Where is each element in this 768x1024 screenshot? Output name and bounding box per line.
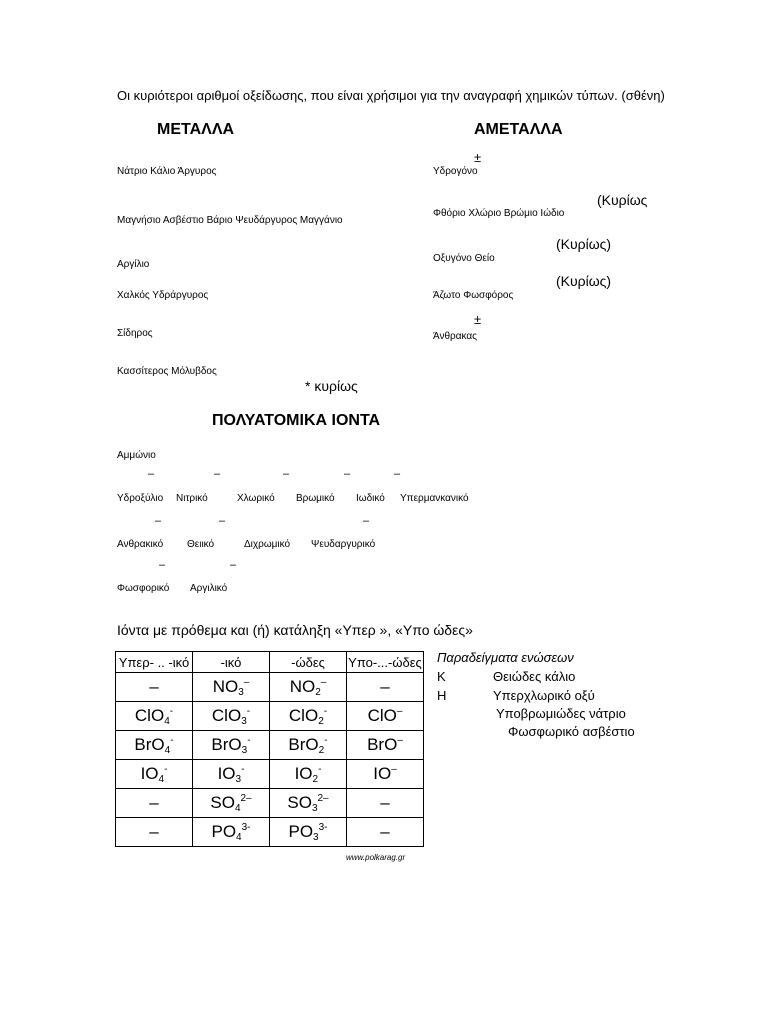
table-header-row [116,652,424,673]
example-item: Φωσφωρικό ασβέστιο [508,724,635,739]
formula-cell: $SO_4^{2-}$ [193,789,270,818]
nonmetal-row-1: Υδρογόνο [433,166,478,177]
empty-cell: – [116,818,193,847]
formula-cell: $PO_3^{3-}$ [270,818,347,847]
formula-cell: $PO_4^{3-}$ [193,818,270,847]
example-item: Θειώδες κάλιο [493,669,576,684]
column-header: Υπο-...-ώδες [347,652,424,673]
plus-minus-sign: ± [474,312,482,327]
source-credit: www.polkarag.gr [346,853,406,862]
mainly-note: * κυρίως [305,378,358,394]
ion-name: Βρωμικό [296,493,335,504]
formula-cell: $NO_3^-$ [193,673,270,702]
dash-mark: – [363,515,370,527]
dash-mark: – [219,515,226,527]
example-item: Υποβρωμιώδες νάτριο [496,706,626,721]
example-prefix: H [437,688,447,703]
metal-row-5: Σίδηρος [117,328,153,339]
formula-cell: BrO– [347,731,424,760]
nonmetal-row-5: Άνθρακας [433,331,478,342]
formula-cell: BrO$_4$- [116,731,193,760]
dash-mark: – [230,559,237,571]
dash-mark: – [155,515,162,527]
formula-cell: $NO_2^-$ [270,673,347,702]
dash-mark: – [148,468,155,480]
dash-mark: – [214,468,221,480]
empty-cell: – [347,818,424,847]
intro-text: Οι κυριότεροι αριθμοί οξείδωσης, που είναι χρήσιμοι για την αναγραφή χημικών τύπων. (σθένη) [117,88,665,103]
nonmetal-row-3: Οξυγόνο Θείο [433,253,495,264]
table-row [116,818,424,847]
table-row [116,673,424,702]
formula-cell: $SO_3^{2-}$ [270,789,347,818]
empty-cell: – [347,673,424,702]
table-row [116,702,424,731]
ion-name: Ιωδικό [356,493,385,504]
formula-cell: ClO$_4$- [116,702,193,731]
formula-cell: ClO$_2$- [270,702,347,731]
examples-title: Παραδείγματα ενώσεων [437,650,574,665]
metals-title: ΜΕΤΑΛΛΑ [157,121,235,138]
formula-cell: ClO– [347,702,424,731]
plus-minus-sign: ± [474,150,482,165]
formula-cell: $IO_3^-$ [193,760,270,789]
formula-cell: ClO$_3$- [193,702,270,731]
empty-cell: – [347,789,424,818]
ion-name: Θειικό [187,539,215,550]
metal-row-1: Νάτριο Κάλιο Άργυρος [117,166,217,177]
prefix-suffix-heading: Ιόντα με πρόθεμα και (ή) κατάληξη «Υπερ », «Υπο ώδες» [117,622,473,638]
nonmetal-row-4: Άζωτο Φωσφόρος [433,290,514,301]
table-row [116,760,424,789]
metal-row-6: Κασσίτερος Μόλυβδος [117,366,217,377]
metal-row-3: Αργίλιο [117,259,150,270]
formula-cell: BrO$_2$- [270,731,347,760]
table-row [116,789,424,818]
metal-row-4: Χαλκός Υδράργυρος [117,290,209,301]
dash-mark: – [344,468,351,480]
polyatomic-title: ΠΟΛΥΑΤΟΜΙΚΑ ΙΟΝΤΑ [212,412,381,429]
example-prefix: K [437,669,446,684]
ion-table [115,651,424,847]
table-row [116,731,424,760]
ion-name: Ανθρακικό [117,539,164,550]
formula-cell: IO– [347,760,424,789]
ion-name: Χλωρικό [237,493,275,504]
column-header: -ικό [193,652,270,673]
dash-mark: – [159,559,166,571]
ion-name: Νιτρικό [176,493,208,504]
mainly-label-1: (Κυρίως [597,192,648,208]
ion-name: Υδροξύλιο [117,493,164,504]
formula-cell: $IO_4^-$ [116,760,193,789]
ion-name: Διχρωμικό [244,539,291,550]
metal-row-2: Μαγνήσιο Ασβέστιο Βάριο Ψευδάργυρος Μαγγάνιο [117,215,343,226]
mainly-label-3: (Κυρίως) [556,273,612,289]
empty-cell: – [116,789,193,818]
ion-name: Αργιλικό [190,583,228,594]
formula-cell: BrO$_3$- [193,731,270,760]
ion-name: Φωσφορικό [117,583,170,594]
dash-mark: – [283,468,290,480]
dash-mark: – [394,468,401,480]
nonmetals-title: ΑΜΕΤΑΛΛΑ [474,121,563,138]
ion-ammonium: Αμμώνιο [117,450,156,461]
column-header: -ώδες [270,652,347,673]
example-item: Υπερχλωρικό οξύ [493,688,595,703]
column-header: Υπερ- .. -ικό [116,652,193,673]
ion-name: Ψευδαργυρικό [311,539,376,550]
ion-name: Υπερμανκανικό [400,493,469,504]
empty-cell: – [116,673,193,702]
mainly-label-2: (Κυρίως) [556,236,612,252]
nonmetal-row-2: Φθόριο Χλώριο Βρώμιο Ιώδιο [433,208,565,219]
formula-cell: $IO_2^-$ [270,760,347,789]
